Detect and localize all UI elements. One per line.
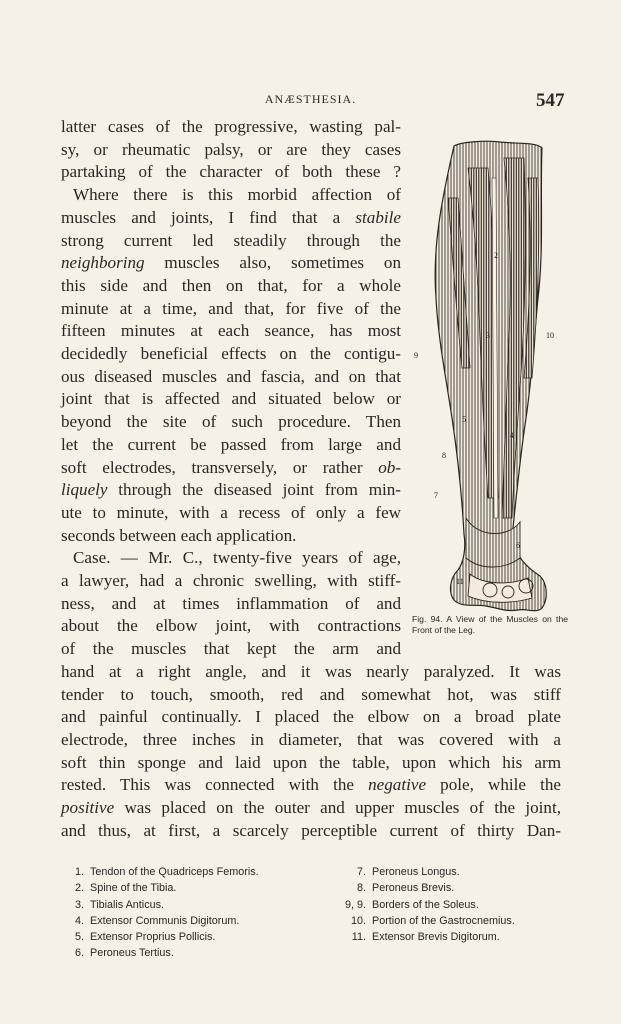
legend-item: 10. Portion of the Gastrocnemius. [350,914,515,927]
text-line: fifteen minutes at each seance, has most [61,321,401,341]
text-line: decidedly beneficial effects on the contigu- [61,344,401,364]
emphasis-neighboring: neighboring [61,253,145,273]
emphasis-obliquely-start: ob- [378,457,401,477]
legend-item: 3. Tibialis Anticus. [74,898,165,911]
text-line: and thus, at first, a scarcely perceptible current of thirty Dan- [61,820,561,840]
text-line: of the muscles that kept the arm and [61,639,401,659]
text-line: muscles and joints, I find that a stabile [61,207,401,227]
text-line: hand at a right angle, and it was nearly paralyzed. It was [61,661,561,681]
emphasis-negative: negative [368,775,427,795]
figure-label: 8 [442,451,446,460]
legend-item: 11. Extensor Brevis Digitorum. [351,931,500,944]
text-line: soft thin sponge and laid upon the table, upon which his arm [61,752,561,772]
figure-label: 11 [456,577,464,586]
figure-label: 9 [414,351,418,360]
text-line: sy, or rheumatic palsy, or are they cases [61,139,401,159]
text-line: neighboring muscles also, sometimes on [61,253,401,273]
text-line: strong current led steadily through the [61,230,401,250]
legend-item: 7. Peroneus Longus. [356,866,460,878]
page-number: 547 [536,90,565,111]
legend-item: 6. Peroneus Tertius. [74,947,174,960]
legend-item: 8. Peroneus Brevis. [356,882,455,895]
text-line: joint that is affected and situated below or [61,389,401,409]
text-line: seconds between each application. [61,525,297,545]
text-line: Case. — Mr. C., twenty-five years of age, [73,548,401,568]
text-line: ous diseased muscles and fascia, and on that [61,366,401,386]
text-line: rested. This was connected with the negative pole, while the [61,775,561,795]
text-line: latter cases of the progressive, wasting pal- [61,117,401,136]
figure-label: 10 [546,331,554,340]
text-line: soft electrodes, transversely, or rather ob- [61,457,401,477]
leg-muscle-illustration [408,138,566,646]
text-line: minute at a time, and that, for five of the [61,298,401,318]
text-line: and painful continually. I placed the elbow on a broad plate [61,707,561,727]
legend-item: 9, 9. Borders of the Soleus. [344,898,479,911]
text-line: ness, and at times inflammation of and [61,593,401,613]
legend-item: 4. Extensor Communis Digitorum. [74,914,240,927]
figure-label: 6 [516,541,520,550]
figure-caption: Fig. 94. A View of the Muscles on the Front of the Leg. [412,614,568,635]
emphasis-positive: positive [61,798,115,818]
text-line: a lawyer, had a chronic swelling, with stiff- [61,571,401,591]
text-line: this side and then on that, for a whole [61,275,401,295]
text-line: ute to minute, with a recess of only a few [61,502,401,522]
text-line: let the current be passed from large and [61,434,401,454]
legend-column-right [330,864,560,945]
legend-item: 1. Tendon of the Quadriceps Femoris. [74,866,259,878]
text-line: partaking of the character of both these ? [61,162,401,182]
text-line: tender to touch, smooth, red and somewhat hot, was stiff [61,684,561,704]
legend-item: 2. Spine of the Tibia. [74,882,177,895]
emphasis-stabile: stabile [355,207,401,227]
figure-label: 4 [510,431,514,440]
text-line: Where there is this morbid affection of [73,185,401,205]
figure-label: 7 [434,491,438,500]
legend-column-left [62,864,322,962]
figure-label: 2 [494,251,498,260]
text-line: beyond the site of such procedure. Then [61,412,401,432]
text-line: electrode, three inches in diameter, that was covered with a [61,729,561,749]
legend-item: 5. Extensor Proprius Pollicis. [74,931,216,944]
text-line: about the elbow joint, with contractions [61,616,401,636]
text-line: positive was placed on the outer and upper muscles of the joint, [61,798,561,818]
text-line: liquely through the diseased joint from min- [61,480,401,500]
emphasis-obliquely-end: liquely [61,480,108,500]
figure-label: 5 [462,415,466,424]
figure-label: 3 [486,331,490,340]
header-title: ANÆSTHESIA. [264,92,357,106]
